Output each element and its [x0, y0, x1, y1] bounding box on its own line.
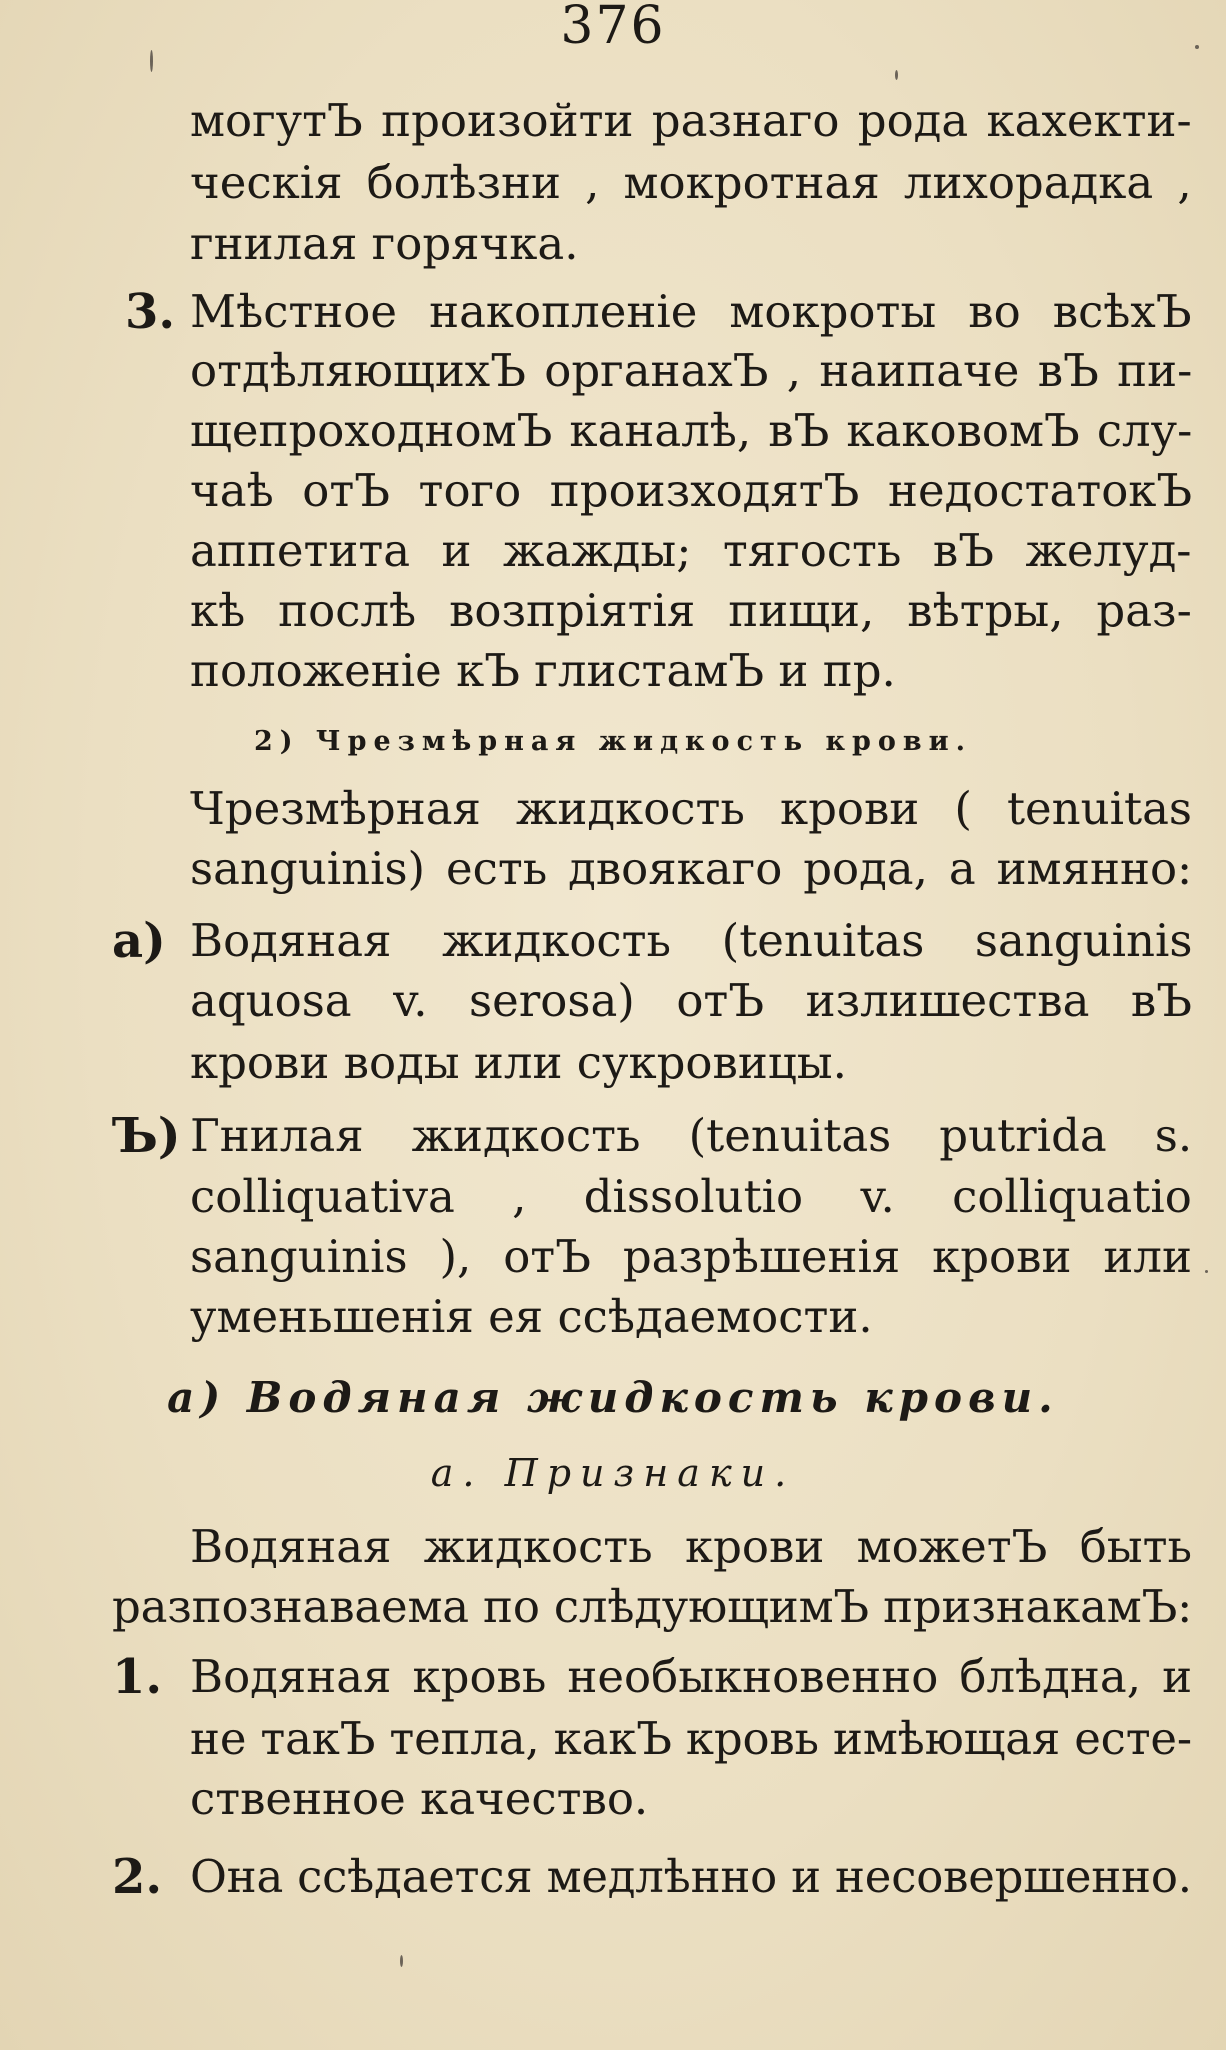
- subsection-heading: a) Водяная жидкость крови.: [167, 1373, 1059, 1422]
- text-line-5: отдѣляющихЪ органахЪ , наипаче вЪ пи-: [190, 344, 1193, 397]
- text-line-6: щепроходномЪ каналѣ, вЪ каковомЪ слу-: [190, 404, 1193, 457]
- section-heading: 2) Чрезмѣрная жидкость крови.: [253, 726, 973, 757]
- text-line-21: разпознаваема по слѣдующимЪ признакамЪ:: [112, 1580, 1193, 1633]
- paper-speck: [1195, 45, 1199, 49]
- text-line-23: не такЪ тепла, какЪ кровь имѣющая есте-: [190, 1712, 1192, 1765]
- list-marker-a: a): [112, 913, 166, 969]
- list-marker-1: 1.: [112, 1649, 163, 1705]
- text-line-11: Чрезмѣрная жидкость крови ( tenuitas: [190, 782, 1193, 835]
- paper-speck: [150, 50, 153, 72]
- text-line-2: ческія болѣзни , мокротная лихорадка ,: [190, 156, 1192, 209]
- list-marker-b: Ъ): [112, 1108, 181, 1164]
- paper-speck: [400, 1955, 403, 1967]
- text-line-19: уменьшенія ея ссѣдаемости.: [190, 1290, 873, 1343]
- text-line-1: могутЪ произойти разнаго рода кахекти-: [190, 94, 1192, 147]
- paper-speck: [1205, 1270, 1208, 1273]
- text-line-4: Мѣстное накопленіе мокроты во всѣхЪ: [190, 285, 1192, 338]
- text-line-8: аппетита и жажды; тягость вЪ желуд-: [190, 524, 1192, 577]
- text-line-18: sanguinis ), отЪ разрѣшенія крови или: [190, 1230, 1192, 1283]
- page-number: 376: [560, 0, 666, 56]
- text-line-17: colliquativa , dissolutio v. colliquatio: [190, 1170, 1192, 1223]
- signs-heading: а. Признаки.: [430, 1451, 796, 1495]
- text-line-9: кѣ послѣ возпріятія пищи, вѣтры, раз-: [190, 584, 1192, 637]
- text-line-15: крови воды или сукровицы.: [190, 1036, 847, 1089]
- text-line-20: Водяная жидкость крови можетЪ быть: [190, 1520, 1193, 1573]
- text-line-16: Гнилая жидкость (tenuitas putrida s.: [190, 1109, 1193, 1162]
- text-line-10: положеніе кЪ глистамЪ и пр.: [190, 644, 896, 697]
- text-line-14: aquosa v. serosa) отЪ излишества вЪ: [190, 974, 1193, 1027]
- text-line-25: Она ссѣдается медлѣнно и несовершенно.: [190, 1850, 1192, 1903]
- text-line-13: Водяная жидкость (tenuitas sanguinis: [190, 914, 1193, 967]
- paper-speck: [895, 70, 898, 80]
- text-line-3: гнилая горячка.: [190, 217, 579, 270]
- text-line-12: sanguinis) есть двоякаго рода, а имянно:: [190, 842, 1193, 895]
- text-line-7: чаѣ отЪ того произходятЪ недостатокЪ: [190, 464, 1193, 517]
- list-marker-3: 3.: [125, 284, 176, 340]
- text-line-24: ственное качество.: [190, 1772, 649, 1825]
- text-line-22: Водяная кровь необыкновенно блѣдна, и: [190, 1650, 1193, 1703]
- list-marker-2: 2.: [112, 1849, 163, 1905]
